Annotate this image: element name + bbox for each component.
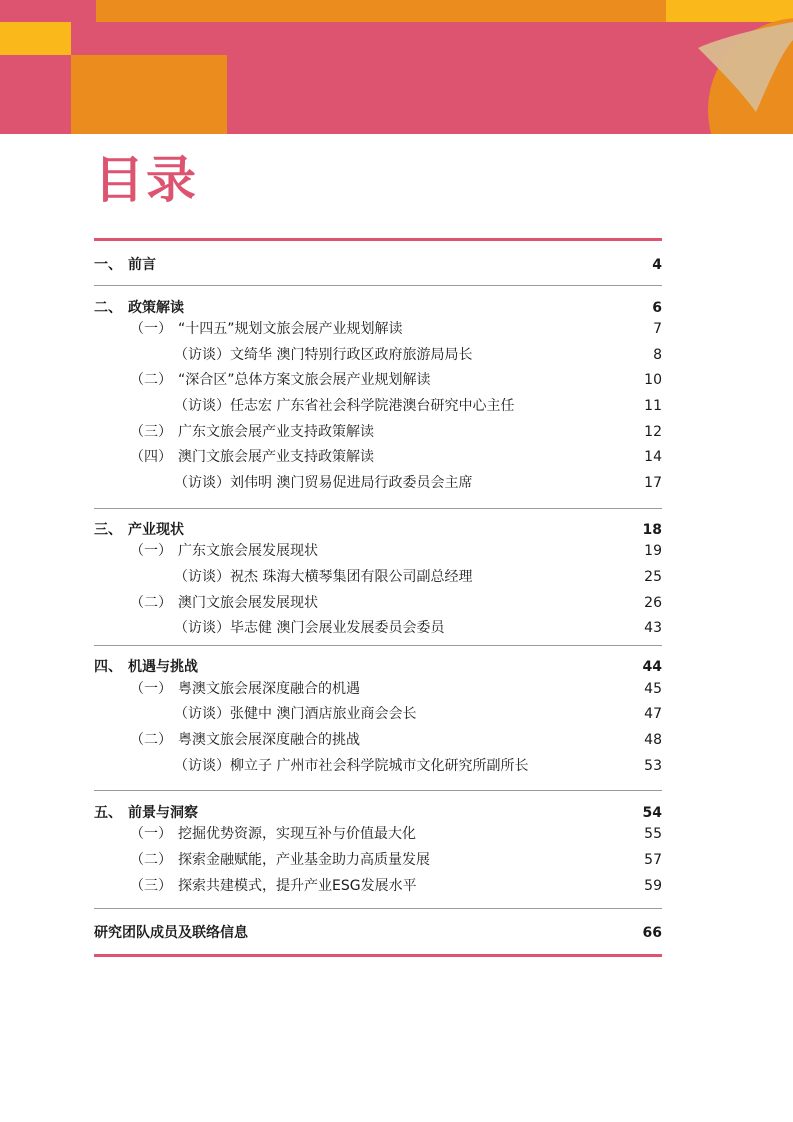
toc-closing[interactable] xyxy=(94,922,662,944)
toc-subsection[interactable] xyxy=(94,369,662,391)
banner-shape-yellow-left xyxy=(0,22,71,55)
section-page: 4 xyxy=(652,257,662,273)
subsection-title: 澳门文旅会展产业支持政策解读 xyxy=(178,449,374,465)
section-number: 一、 xyxy=(94,257,122,273)
subsection-number: （三） xyxy=(130,424,172,440)
subsection-title: 探索共建模式，提升产业ESG发展水平 xyxy=(178,878,417,894)
interview-title: （访谈）柳立子 广州市社会科学院城市文化研究所副所长 xyxy=(174,758,529,774)
entry-page: 17 xyxy=(644,475,662,491)
toc-interview[interactable] xyxy=(94,755,662,777)
toc-section-2[interactable] xyxy=(94,297,662,319)
entry-page: 19 xyxy=(644,543,662,559)
toc-subsection[interactable] xyxy=(94,318,662,340)
entry-page: 7 xyxy=(653,321,662,337)
section-number: 四、 xyxy=(94,659,122,675)
subsection-number: （一） xyxy=(130,826,172,842)
section-divider xyxy=(94,285,662,286)
banner-shape-orange-top xyxy=(96,0,666,22)
subsection-title: “十四五”规划文旅会展产业规划解读 xyxy=(178,321,403,337)
toc-subsection[interactable] xyxy=(94,421,662,443)
interview-title: （访谈）祝杰 珠海大横琴集团有限公司副总经理 xyxy=(174,569,473,585)
toc-interview[interactable] xyxy=(94,617,662,639)
toc-interview[interactable] xyxy=(94,472,662,494)
subsection-number: （二） xyxy=(130,732,172,748)
subsection-title: 粤澳文旅会展深度融合的机遇 xyxy=(178,681,360,697)
interview-title: （访谈）任志宏 广东省社会科学院港澳台研究中心主任 xyxy=(174,398,515,414)
toc-subsection[interactable] xyxy=(94,823,662,845)
subsection-number: （一） xyxy=(130,543,172,559)
page-title: 目录 xyxy=(94,151,198,209)
subsection-number: （二） xyxy=(130,595,172,611)
section-title: 政策解读 xyxy=(128,300,184,316)
closing-page: 66 xyxy=(642,925,662,941)
subsection-title: 澳门文旅会展发展现状 xyxy=(178,595,318,611)
subsection-title: 广东文旅会展产业支持政策解读 xyxy=(178,424,374,440)
section-divider xyxy=(94,790,662,791)
subsection-number: （四） xyxy=(130,449,172,465)
subsection-number: （一） xyxy=(130,321,172,337)
entry-page: 53 xyxy=(644,758,662,774)
toc-subsection[interactable] xyxy=(94,446,662,468)
toc-section-3[interactable] xyxy=(94,519,662,541)
entry-page: 47 xyxy=(644,706,662,722)
section-title: 产业现状 xyxy=(128,522,184,538)
entry-page: 14 xyxy=(644,449,662,465)
entry-page: 59 xyxy=(644,878,662,894)
section-title: 机遇与挑战 xyxy=(128,659,198,675)
closing-title: 研究团队成员及联络信息 xyxy=(94,925,248,941)
entry-page: 10 xyxy=(644,372,662,388)
toc-interview[interactable] xyxy=(94,703,662,725)
interview-title: （访谈）张健中 澳门酒店旅业商会会长 xyxy=(174,706,417,722)
toc-subsection[interactable] xyxy=(94,849,662,871)
interview-title: （访谈）刘伟明 澳门贸易促进局行政委员会主席 xyxy=(174,475,473,491)
top-divider xyxy=(94,238,662,241)
section-divider xyxy=(94,645,662,646)
banner-shape-orange-block xyxy=(71,55,227,134)
interview-title: （访谈）文绮华 澳门特别行政区政府旅游局局长 xyxy=(174,347,473,363)
section-divider xyxy=(94,908,662,909)
entry-page: 45 xyxy=(644,681,662,697)
section-page: 18 xyxy=(642,522,662,538)
entry-page: 55 xyxy=(644,826,662,842)
toc-interview[interactable] xyxy=(94,566,662,588)
section-page: 54 xyxy=(642,805,662,821)
section-page: 44 xyxy=(642,659,662,675)
section-divider xyxy=(94,508,662,509)
section-page: 6 xyxy=(652,300,662,316)
toc-interview[interactable] xyxy=(94,344,662,366)
subsection-title: 广东文旅会展发展现状 xyxy=(178,543,318,559)
toc-subsection[interactable] xyxy=(94,678,662,700)
interview-title: （访谈）毕志健 澳门会展业发展委员会委员 xyxy=(174,620,445,636)
toc-subsection[interactable] xyxy=(94,875,662,897)
subsection-number: （三） xyxy=(130,878,172,894)
toc-subsection[interactable] xyxy=(94,729,662,751)
subsection-title: “深合区”总体方案文旅会展产业规划解读 xyxy=(178,372,431,388)
header-banner xyxy=(0,0,793,134)
bottom-divider xyxy=(94,954,662,957)
entry-page: 11 xyxy=(644,398,662,414)
subsection-number: （一） xyxy=(130,681,172,697)
toc-section-1[interactable] xyxy=(94,254,662,276)
toc-subsection[interactable] xyxy=(94,540,662,562)
toc-subsection[interactable] xyxy=(94,592,662,614)
toc-interview[interactable] xyxy=(94,395,662,417)
entry-page: 43 xyxy=(644,620,662,636)
subsection-title: 挖掘优势资源，实现互补与价值最大化 xyxy=(178,826,416,842)
subsection-title: 粤澳文旅会展深度融合的挑战 xyxy=(178,732,360,748)
entry-page: 57 xyxy=(644,852,662,868)
subsection-number: （二） xyxy=(130,852,172,868)
entry-page: 48 xyxy=(644,732,662,748)
subsection-number: （二） xyxy=(130,372,172,388)
section-number: 三、 xyxy=(94,522,122,538)
section-number: 二、 xyxy=(94,300,122,316)
section-number: 五、 xyxy=(94,805,122,821)
toc-section-4[interactable] xyxy=(94,656,662,678)
entry-page: 12 xyxy=(644,424,662,440)
entry-page: 8 xyxy=(653,347,662,363)
section-title: 前景与洞察 xyxy=(128,805,198,821)
subsection-title: 探索金融赋能，产业基金助力高质量发展 xyxy=(178,852,430,868)
entry-page: 25 xyxy=(644,569,662,585)
section-title: 前言 xyxy=(128,257,156,273)
banner-circle-shapes xyxy=(690,0,793,134)
toc-section-5[interactable] xyxy=(94,802,662,824)
entry-page: 26 xyxy=(644,595,662,611)
